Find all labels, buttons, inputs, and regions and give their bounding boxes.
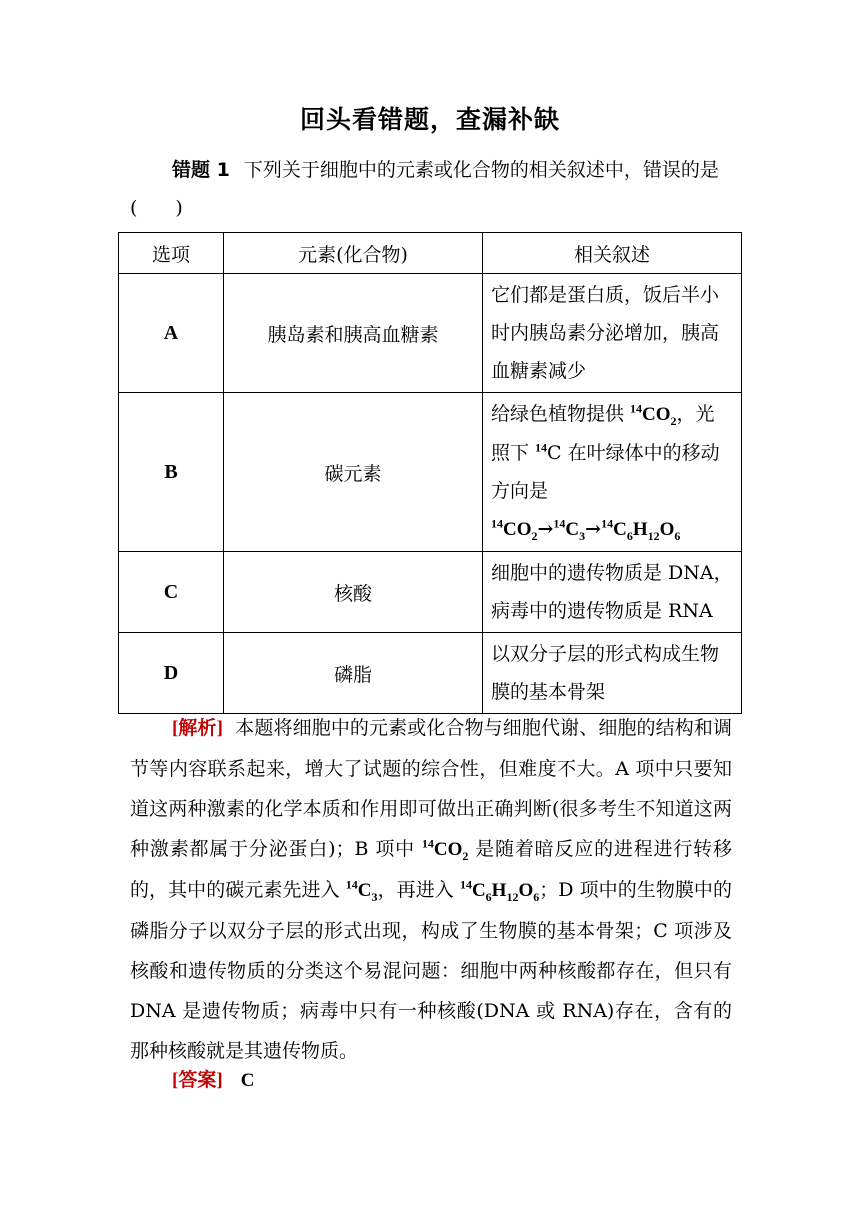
analysis-sub: 6 bbox=[485, 889, 492, 904]
element-a: 胰岛素和胰高血糖素 bbox=[224, 274, 483, 393]
header-desc: 相关叙述 bbox=[483, 233, 742, 274]
question-text: 下列关于细胞中的元素或化合物的相关叙述中，错误的是( ) bbox=[130, 159, 719, 219]
analysis-sub: 3 bbox=[371, 889, 378, 904]
analysis-latin: CO bbox=[433, 839, 463, 860]
desc-b-sup: 14 bbox=[491, 516, 503, 531]
desc-b-sub: 6 bbox=[626, 528, 633, 543]
desc-b-text: ，光照下 bbox=[491, 403, 715, 464]
desc-b-sub: 3 bbox=[579, 528, 586, 543]
desc-b-latin: CO bbox=[642, 404, 671, 425]
analysis-sup: 14 bbox=[459, 877, 472, 892]
analysis-sub: 2 bbox=[462, 848, 469, 863]
desc-d: 以双分子层的形式构成生物膜的基本骨架 bbox=[483, 633, 742, 714]
element-c: 核酸 bbox=[224, 552, 483, 633]
analysis-text: 本题将细胞中的元素或化合物与细胞代谢、细胞的结构和调节等内容联系起来，增大了试题的综合性，但难度不大。A 项中只要知道这两种激素的化学本质和作用即可做出正确判断(很多考生不知道这两种激素都属于分泌蛋白)；B 项中 bbox=[130, 717, 732, 860]
desc-b-latin: C bbox=[613, 519, 627, 540]
table-row bbox=[119, 393, 742, 552]
table-row bbox=[119, 274, 742, 393]
desc-b-sup: 14 bbox=[630, 401, 643, 416]
analysis-sub: 6 bbox=[533, 889, 540, 904]
analysis-latin: C bbox=[357, 880, 372, 901]
option-d: D bbox=[119, 633, 224, 714]
desc-b-sup: 14 bbox=[553, 516, 566, 531]
desc-a: 它们都是蛋白质，饭后半小时内胰岛素分泌增加，胰高血糖素减少 bbox=[483, 274, 742, 393]
desc-b-latin: O bbox=[659, 519, 675, 540]
question-block bbox=[130, 151, 735, 227]
element-d: 磷脂 bbox=[224, 633, 483, 714]
analysis-block bbox=[130, 708, 732, 1071]
table-row bbox=[119, 633, 742, 714]
table-header-row bbox=[119, 233, 742, 274]
analysis-sup: 14 bbox=[345, 877, 358, 892]
desc-b-sub: 2 bbox=[531, 528, 538, 543]
desc-b-text: C 在叶绿体中的移动方向是 bbox=[491, 442, 720, 502]
header-element: 元素(化合物) bbox=[224, 233, 483, 274]
analysis-latin: C bbox=[471, 880, 486, 901]
page-title: 回头看错题，查漏补缺 bbox=[299, 105, 560, 134]
question-label: 错题 1 bbox=[172, 159, 230, 181]
analysis-text: 是随着暗反应的进程进行转移的，其中的碳元素先进入 bbox=[130, 838, 732, 901]
desc-b-sub: 2 bbox=[670, 413, 677, 428]
answer-value: C bbox=[240, 1070, 255, 1091]
table-row bbox=[119, 552, 742, 633]
desc-b-sub: 12 bbox=[647, 528, 660, 543]
arrow-icon: → bbox=[537, 518, 554, 540]
desc-c: 细胞中的遗传物质是 DNA，病毒中的遗传物质是 RNA bbox=[483, 552, 742, 633]
options-table bbox=[118, 232, 742, 714]
option-c: C bbox=[119, 552, 224, 633]
desc-b-latin: CO bbox=[503, 519, 532, 540]
element-b: 碳元素 bbox=[224, 393, 483, 552]
arrow-icon: → bbox=[585, 518, 602, 540]
desc-b-latin: H bbox=[632, 519, 648, 540]
desc-b bbox=[483, 393, 742, 552]
analysis-sup: 14 bbox=[421, 836, 434, 851]
analysis-label: [解析] bbox=[172, 718, 223, 739]
desc-b-sup: 14 bbox=[601, 516, 614, 531]
header-option: 选项 bbox=[119, 233, 224, 274]
analysis-latin: H bbox=[491, 880, 507, 901]
option-a: A bbox=[119, 274, 224, 393]
option-b: B bbox=[119, 393, 224, 552]
answer-label: [答案] bbox=[172, 1070, 223, 1091]
analysis-sub: 12 bbox=[506, 889, 519, 904]
desc-b-sup: 14 bbox=[535, 440, 548, 455]
desc-b-text: 给绿色植物提供 bbox=[491, 403, 631, 425]
analysis-text: ，再进入 bbox=[377, 879, 460, 901]
desc-b-sub: 6 bbox=[674, 528, 681, 543]
desc-b-latin: C bbox=[565, 519, 580, 540]
answer-block bbox=[172, 1060, 255, 1101]
analysis-text: ；D 项中的生物膜中的磷脂分子以双分子层的形式出现，构成了生物膜的基本骨架；C 项涉及核酸和遗传物质的分类这个易混问题：细胞中两种核酸都存在，但只有 DNA 是遗传物质；病毒中只有一种核酸(DNA 或 RNA)存在，含有的那种核酸就是其遗传物质。 bbox=[130, 879, 732, 1062]
analysis-latin: O bbox=[518, 880, 534, 901]
